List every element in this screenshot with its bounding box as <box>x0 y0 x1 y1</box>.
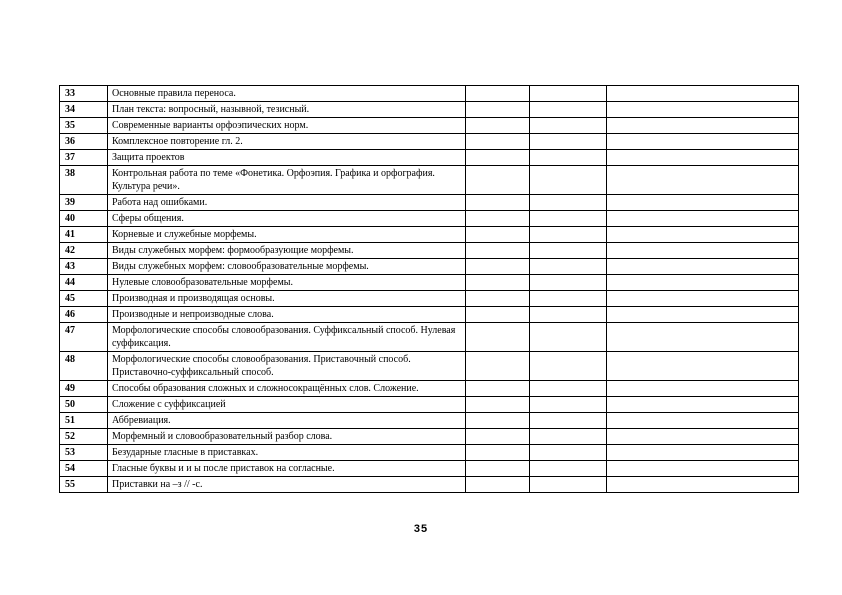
table-row <box>60 166 799 195</box>
lesson-number-cell: 33 <box>60 86 108 102</box>
notes-cell <box>607 445 799 461</box>
lesson-topic-cell: Способы образования сложных и сложносокращённых слов. Сложение. <box>108 381 466 397</box>
lesson-topic-cell: Производная и производящая основы. <box>108 291 466 307</box>
table-row <box>60 195 799 211</box>
planned-date-cell <box>530 243 607 259</box>
hours-cell <box>466 381 530 397</box>
notes-cell <box>607 259 799 275</box>
planned-date-cell <box>530 86 607 102</box>
hours-cell <box>466 323 530 352</box>
lesson-number-cell: 49 <box>60 381 108 397</box>
lesson-topic-cell: Защита проектов <box>108 150 466 166</box>
notes-cell <box>607 86 799 102</box>
lesson-number-cell: 36 <box>60 134 108 150</box>
planned-date-cell <box>530 381 607 397</box>
lesson-topic-cell: Нулевые словообразовательные морфемы. <box>108 275 466 291</box>
notes-cell <box>607 413 799 429</box>
lesson-topic-cell: Комплексное повторение гл. 2. <box>108 134 466 150</box>
lesson-number-cell: 34 <box>60 102 108 118</box>
lesson-number-cell: 53 <box>60 445 108 461</box>
lesson-topic-cell: Сложение с суффиксацией <box>108 397 466 413</box>
planned-date-cell <box>530 166 607 195</box>
table-row <box>60 291 799 307</box>
planned-date-cell <box>530 195 607 211</box>
lesson-plan-table <box>59 85 799 493</box>
lesson-topic-cell: Корневые и служебные морфемы. <box>108 227 466 243</box>
planned-date-cell <box>530 352 607 381</box>
table-row <box>60 413 799 429</box>
planned-date-cell <box>530 291 607 307</box>
table-row <box>60 243 799 259</box>
table-row <box>60 227 799 243</box>
lesson-number-cell: 40 <box>60 211 108 227</box>
lesson-number-cell: 42 <box>60 243 108 259</box>
hours-cell <box>466 166 530 195</box>
lesson-topic-cell: План текста: вопросный, назывной, тезисный. <box>108 102 466 118</box>
lesson-topic-cell: Контрольная работа по теме «Фонетика. Орфоэпия. Графика и орфография. Культура речи». <box>108 166 466 195</box>
table-row <box>60 461 799 477</box>
lesson-number-cell: 47 <box>60 323 108 352</box>
planned-date-cell <box>530 118 607 134</box>
lesson-number-cell: 52 <box>60 429 108 445</box>
lesson-number-cell: 50 <box>60 397 108 413</box>
notes-cell <box>607 166 799 195</box>
hours-cell <box>466 195 530 211</box>
notes-cell <box>607 243 799 259</box>
notes-cell <box>607 134 799 150</box>
notes-cell <box>607 307 799 323</box>
table-row <box>60 150 799 166</box>
table-row <box>60 445 799 461</box>
table-row <box>60 86 799 102</box>
lesson-topic-cell: Сферы общения. <box>108 211 466 227</box>
planned-date-cell <box>530 323 607 352</box>
lesson-topic-cell: Производные и непроизводные слова. <box>108 307 466 323</box>
lesson-number-cell: 54 <box>60 461 108 477</box>
notes-cell <box>607 323 799 352</box>
notes-cell <box>607 102 799 118</box>
table-row <box>60 381 799 397</box>
lesson-number-cell: 45 <box>60 291 108 307</box>
planned-date-cell <box>530 275 607 291</box>
lesson-topic-cell: Морфологические способы словообразования. Суффиксальный способ. Нулевая суффиксация. <box>108 323 466 352</box>
table-row <box>60 211 799 227</box>
lesson-number-cell: 37 <box>60 150 108 166</box>
lesson-number-cell: 38 <box>60 166 108 195</box>
lesson-number-cell: 51 <box>60 413 108 429</box>
table-row <box>60 118 799 134</box>
lesson-topic-cell: Приставки на –з // -с. <box>108 477 466 493</box>
planned-date-cell <box>530 134 607 150</box>
hours-cell <box>466 429 530 445</box>
hours-cell <box>466 397 530 413</box>
notes-cell <box>607 352 799 381</box>
planned-date-cell <box>530 397 607 413</box>
hours-cell <box>466 86 530 102</box>
table-row <box>60 477 799 493</box>
planned-date-cell <box>530 102 607 118</box>
lesson-number-cell: 46 <box>60 307 108 323</box>
lesson-topic-cell: Основные правила переноса. <box>108 86 466 102</box>
planned-date-cell <box>530 413 607 429</box>
lesson-topic-cell: Виды служебных морфем: формообразующие морфемы. <box>108 243 466 259</box>
table-row <box>60 275 799 291</box>
hours-cell <box>466 275 530 291</box>
table-row <box>60 134 799 150</box>
notes-cell <box>607 429 799 445</box>
lesson-topic-cell: Современные варианты орфоэпических норм. <box>108 118 466 134</box>
notes-cell <box>607 477 799 493</box>
notes-cell <box>607 227 799 243</box>
notes-cell <box>607 291 799 307</box>
planned-date-cell <box>530 461 607 477</box>
hours-cell <box>466 307 530 323</box>
lesson-number-cell: 44 <box>60 275 108 291</box>
table-row <box>60 102 799 118</box>
lesson-number-cell: 55 <box>60 477 108 493</box>
planned-date-cell <box>530 477 607 493</box>
page-number: 35 <box>413 523 429 535</box>
planned-date-cell <box>530 307 607 323</box>
hours-cell <box>466 291 530 307</box>
lesson-number-cell: 39 <box>60 195 108 211</box>
lesson-number-cell: 48 <box>60 352 108 381</box>
notes-cell <box>607 397 799 413</box>
lesson-topic-cell: Виды служебных морфем: словообразовательные морфемы. <box>108 259 466 275</box>
table-row <box>60 397 799 413</box>
planned-date-cell <box>530 259 607 275</box>
hours-cell <box>466 461 530 477</box>
lesson-topic-cell: Морфемный и словообразовательный разбор слова. <box>108 429 466 445</box>
hours-cell <box>466 134 530 150</box>
notes-cell <box>607 275 799 291</box>
lesson-topic-cell: Работа над ошибками. <box>108 195 466 211</box>
table-row <box>60 352 799 381</box>
hours-cell <box>466 477 530 493</box>
lesson-plan-table-wrapper <box>59 85 798 493</box>
hours-cell <box>466 445 530 461</box>
notes-cell <box>607 211 799 227</box>
table-row <box>60 323 799 352</box>
notes-cell <box>607 461 799 477</box>
hours-cell <box>466 227 530 243</box>
lesson-number-cell: 41 <box>60 227 108 243</box>
planned-date-cell <box>530 445 607 461</box>
hours-cell <box>466 352 530 381</box>
planned-date-cell <box>530 429 607 445</box>
hours-cell <box>466 243 530 259</box>
hours-cell <box>466 118 530 134</box>
table-row <box>60 307 799 323</box>
lesson-number-cell: 35 <box>60 118 108 134</box>
planned-date-cell <box>530 211 607 227</box>
table-body <box>60 86 799 493</box>
hours-cell <box>466 102 530 118</box>
hours-cell <box>466 150 530 166</box>
table-row <box>60 429 799 445</box>
lesson-topic-cell: Аббревиация. <box>108 413 466 429</box>
planned-date-cell <box>530 150 607 166</box>
notes-cell <box>607 381 799 397</box>
notes-cell <box>607 118 799 134</box>
lesson-topic-cell: Безударные гласные в приставках. <box>108 445 466 461</box>
table-row <box>60 259 799 275</box>
lesson-topic-cell: Гласные буквы и и ы после приставок на согласные. <box>108 461 466 477</box>
notes-cell <box>607 195 799 211</box>
hours-cell <box>466 211 530 227</box>
notes-cell <box>607 150 799 166</box>
hours-cell <box>466 413 530 429</box>
hours-cell <box>466 259 530 275</box>
lesson-number-cell: 43 <box>60 259 108 275</box>
lesson-topic-cell: Морфологические способы словообразования. Приставочный способ. Приставочно-суффиксальный способ. <box>108 352 466 381</box>
planned-date-cell <box>530 227 607 243</box>
